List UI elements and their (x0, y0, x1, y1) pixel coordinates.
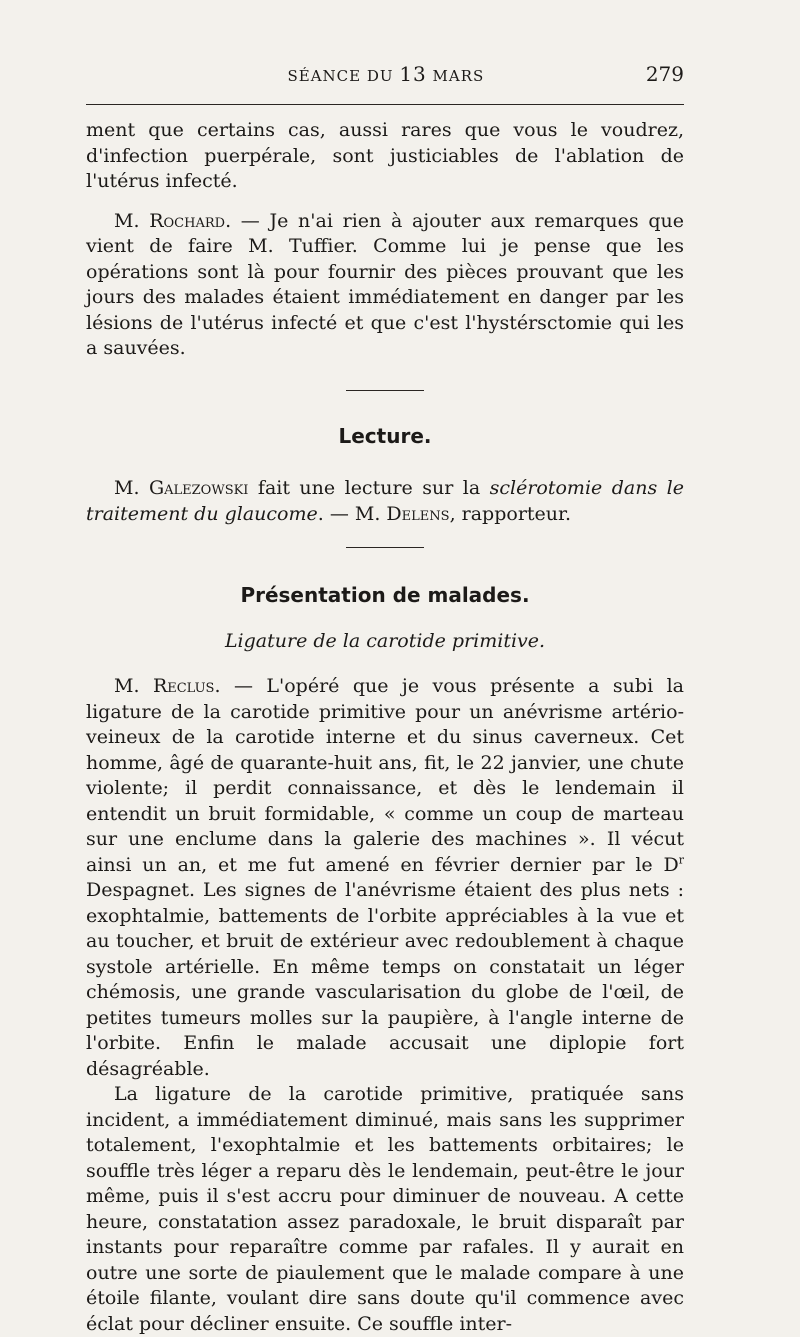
paragraph-ligature: La ligature de la carotide primitive, pratiquée sans incident, a immédiatement diminué, mais sans les supprimer totalement, l'exophtalmie et les battements orbitaires; le souffle très léger a reparu dès le lendemain, peut-être le jour même, puis il s'est accru pour diminuer de nouveau. A cette heure, constatation assez paradoxale, le bruit disparaît par instants pour reparaître comme par rafales. Il y aurait en outre une sorte de piaulement que le malade compare à une étoile filante, voulant dire sans doute qu'il commence avec éclat pour décliner ensuite. Ce souffle inter- (86, 1083, 684, 1335)
speaker-title: M. (114, 477, 149, 499)
section-heading-presentation: Présentation de malades. (240, 583, 530, 607)
running-head (86, 62, 646, 86)
speaker-name: Galezowski (148, 477, 249, 499)
page-header (86, 62, 684, 90)
rapporteur-name: Delens (386, 502, 450, 525)
running-head-date: 13 (399, 62, 427, 86)
paragraph-text: . — Je n'ai rien à ajouter aux remarques que vient de faire M. Tuffier. Comme lui je pense que les opérations sont là pour fournir des pièces prouvant que les jours des malades étaient immédiatement en danger par les lésions de l'utérus infecté et que c'est l'hystérsctomie qui les a sauvées. (86, 209, 684, 359)
section-heading-lecture: Lecture. (338, 423, 432, 448)
running-head-pre: SÉANCE DU (287, 67, 400, 85)
paragraph-text: . — L'opéré que je vous présente a subi la ligature de la carotide primitive pour un anévrisme artério-veineux de la carotide interne et du sinus caverneux. Cet homme, âgé de quarante-huit ans, fit, le 22 janvier, une chute violente; il perdit connaissance, et dès le lendemain il entendit un bruit formidable, « comme un coup de marteau sur une enclume dans la galerie des machines ». Il vécut ainsi un an, et me fut amené en février dernier par le D (86, 675, 684, 876)
speaker-title: M. (114, 675, 153, 697)
body-text (86, 118, 684, 1337)
paragraph-text: fait une lecture sur la (248, 477, 490, 499)
speaker-name: Rochard (149, 209, 226, 232)
paragraph-rochard (86, 209, 684, 362)
case-title: Ligature de la carotide primitive. (224, 629, 546, 652)
page-number: 279 (645, 62, 684, 86)
paragraph-text: . — M. (317, 502, 387, 525)
section-separator (346, 390, 424, 391)
paragraph-lecture (86, 476, 684, 527)
section-separator (346, 547, 424, 548)
paragraph-text: Despagnet. Les signes de l'anévrisme étaient des plus nets : exophtalmie, battements de l'orbite appréciables à la vue et au toucher, et bruit de extérieur avec redoublement à chaque systole artérielle. En même temps on constatait un léger chémosis, une grande vascularisation du globe de l'œil, de petites tumeurs molles sur la paupière, à l'angle interne de l'orbite. Enfin le malade accusait une diplopie fort désagréable. (86, 879, 684, 1080)
paragraph-continuation: ment que certains cas, aussi rares que vous le voudrez, d'infection puerpérale, sont justiciables de l'ablation de l'utérus infecté. (86, 119, 684, 192)
abbrev-superscript: r (678, 853, 684, 867)
lecture-title: sclérotomie dans le traitement du glaucome (86, 477, 684, 525)
header-rule (86, 104, 684, 105)
paragraph-reclus (86, 674, 684, 1082)
paragraph-text: , rapporteur. (449, 502, 572, 525)
speaker-title: M. (114, 209, 150, 232)
running-head-month: MARS (426, 67, 485, 85)
speaker-name: Reclus (152, 675, 215, 697)
